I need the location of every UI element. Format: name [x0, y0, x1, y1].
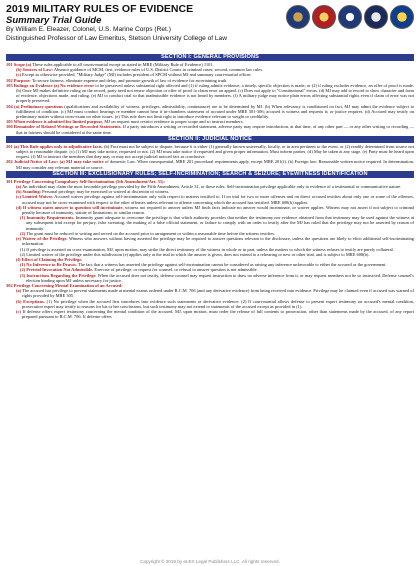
navy-seal-icon	[338, 5, 362, 29]
rule-text: Absence guidance of MCM, first, evidence rules of U.S. District Courts in criminal cases; second, common law rules.	[53, 67, 264, 73]
rule-heading: Purpose:	[13, 77, 31, 83]
rule-text: These rules applicable to all courts-martial except as stated in MRE (Military Rule of Evidence) 1101.	[32, 62, 214, 67]
rule-heading: (c) Limited Waiver.	[16, 194, 54, 200]
rule-number: 106	[6, 124, 13, 130]
rule-text: Exercise of privilege, or request for counsel, or refusal to answer question is not admissible.	[94, 267, 258, 273]
rule-text: If defense offers expert testimony concerning the mental condition of the accused, MJ, upon motion, must order the release of full contents to prosecution, other than statements made by the accused, of any report prepared pursuant to R.C.M. 706. If defense offers	[22, 308, 414, 320]
rule-number: 101	[6, 62, 13, 67]
rule-text: The fact that a witness has asserted the privilege against self-incrimination cannot be considered as raising any inference unfavorable to either the accused or the government.	[77, 262, 387, 268]
rule-text: Accused waives privilege against self-incrimination only with respect to matters testified to. If on trial for two or more offenses and on direct accused testifies about only one or some of the offenses, accused may not be cross-examined with respect to the other offenses unless relevant to offense concerning which the accused has testified. MRE 608(b) applies.	[22, 194, 414, 205]
rule-heading: (b) Sources of Law:	[16, 67, 54, 73]
rule-number: 302	[6, 282, 13, 288]
rule-heading: (3) Instructions Regarding the Privilege.	[20, 272, 97, 278]
rule-text: witness not required to answer unless MJ finds facts indicate no answer would incriminate, or waiver applies. Witness may not assert if not subject to criminal penalty because of immunity, statute of limitations, or similar reason.	[22, 204, 415, 216]
rule-paragraph	[6, 83, 414, 104]
rule-heading: (b) Standing:	[16, 189, 42, 195]
rule-text: Witness who answers without having asserted the privilege may be required to answer questions relevant to the disclosure, unless the questions are likely to elicit additional self-incriminating information.	[22, 236, 414, 247]
rule-text: (b) Fact must not be subject to dispute, because it is either (1) generally known universally, locally, or in area pertinent to the event, or (2) readily determined from source not subject to reasonable dispute. (c) (1) MJ may take notice, requested or not. (2) MJ must take notice if requested and given proper information. Must inform parties. (d) May be taken at any stage. (e) Party must be heard upon request. (f) MJ to instruct the members that they may or may not accept judicial noticed fact as conclusive.	[16, 143, 414, 160]
rule-text: of domestic Law. When consequential, MRE 201 procedural requirements apply, except MRE 201(f). (b) Foreign law: Reasonable written notice required. In determination, MJ may consider any relevant material or source.	[16, 159, 415, 170]
rule-text: To secure fairness, eliminate expense and delay, and promote growth of law of evidence for ascertaining truth.	[31, 77, 228, 83]
rule-paragraph	[6, 124, 414, 134]
rule-heading: (c)	[16, 72, 21, 78]
rule-paragraph	[6, 299, 414, 309]
author-position: Distinguished Professor of Law Emeritus, Stetson University College of Law	[6, 34, 227, 42]
section-header: SECTION II: JUDICIAL NOTICE	[6, 136, 414, 143]
rule-heading: Privilege Concerning Mental Examination of an Accused:	[13, 282, 123, 288]
rule-heading: Judicial Notice of Law: (a) MJ may take notice	[13, 159, 104, 165]
coast-guard-seal-icon	[390, 5, 414, 29]
rule-number: 202	[6, 159, 13, 165]
author-line: By William E. Eleazer, Colonel, U.S. Marine Corps (Ret.)	[6, 26, 171, 33]
rule-text: (qualifications and availability of witness, privileges, admissibility, continuance) are to be determined by MJ. (b) When relevancy is conditioned on fact, MJ may admit the evidence subject to fulfillment of condition. (c) MJ must conduct hearings re member cannot hear if in-chambers statement of accused under MRE 301-306; accused is witness and requests it; or justice requires. (d) Accused may testify on preliminary matter without cross-exam on other issues. (e) This rule does not limit right to introduce evidence relevant to weight or credibility.	[16, 103, 415, 120]
rule-heading: (2) Pretrial Invocation Not Admissible.	[20, 267, 94, 273]
rule-paragraph	[6, 104, 414, 120]
rule-text: Personal privilege; may be exercised or waived at discretion of witness.	[42, 189, 170, 195]
rule-paragraph	[6, 215, 414, 231]
rule-heading: (c)	[16, 308, 21, 314]
rule-heading: (d) If witness states answer to question will incriminate,	[16, 204, 124, 210]
rule-text: MJ on request must restrict evidence to proper scope and so instruct members.	[104, 119, 244, 125]
rule-number: 105	[6, 119, 13, 125]
rule-heading: (f) Effect of Claiming the Privilege.	[16, 256, 83, 262]
rule-paragraph	[6, 309, 414, 319]
rule-paragraph	[6, 288, 414, 298]
rule-heading: (1) No Inference to Be Drawn.	[20, 262, 77, 268]
air-force-seal-icon	[364, 5, 388, 29]
rule-heading: Scope (a)	[13, 62, 32, 67]
rule-heading: Privilege Concerning Compulsory Self-Incrimination (5th Amendment/Art. 31):	[13, 178, 165, 184]
rule-text: The grant must be reduced to writing and served on the accused prior to arraignment or within a reasonable time before the witness testifies.	[26, 230, 276, 236]
section-header: SECTION I: GENERAL PROVISIONS	[6, 54, 414, 61]
rule-heading: (a) This Rule applies only to adjudicative facts.	[13, 143, 103, 149]
rule-paragraph	[6, 205, 414, 215]
rule-paragraph	[6, 159, 414, 169]
page-subtitle: Summary Trial Guide	[6, 15, 102, 26]
page-title: 2019 MILITARY RULES OF EVIDENCE	[6, 3, 194, 15]
rule-text: (1) If privilege is asserted on cross-examination, MJ, upon motion, may strike the direct testimony of the witness in whole or in part, unless the matters to which the witness refuses to testify are purely collateral.	[20, 246, 394, 252]
rule-heading: (1) Immunity Requirements.	[20, 215, 75, 221]
rule-paragraph	[6, 144, 414, 160]
rule-text: The accused has privilege to prevent statements made at mental exams ordered under R.C.M. 706 (and any derivative evidence) from being received into evidence. Privilege may be claimed even if accused was warned of rights provided by MRE 305.	[22, 288, 414, 299]
rule-heading: (a)	[16, 184, 22, 190]
rule-number: 104	[6, 103, 13, 109]
rule-text: (2) Limited waiver of the privilege under this subdivision (e) applies only at the trial in which the answer is given, does not extend to a rehearing or new or other trial, and is subject to MRE 608(b).	[20, 251, 370, 257]
section-header: SECTION III: EXCLUSIONARY RULES; SELF-INCRIMINATION; SEARCH & SEIZURE; EYEWITNESS IDENTIFICATION	[6, 171, 414, 178]
rule-text: When the accused does not testify, defense counsel may request instruction to draw no adverse inference from it, or may request members not be so instructed. Defense counsel's election binding upon MJ unless necessary for justice.	[26, 272, 415, 283]
rule-paragraph	[6, 194, 414, 204]
rule-number: 301	[6, 178, 13, 184]
rule-paragraph	[6, 273, 414, 283]
header	[6, 3, 414, 53]
rule-heading: (2)	[20, 230, 26, 236]
copyright-footer: Copyright © 2019 by eLEX Legal Publishers LLC. All rights reserved.	[140, 559, 280, 564]
rule-text: (1) No privilege when the accused first introduces into evidence such statements or derivative evidence. (2) If court-martial allows defense to present expert testimony on accused's mental condition, prosecution expert may testify to reasons for his or her conclusions, but such testimony may not extend to statements of the accused except as provided in (1).	[22, 298, 414, 309]
rule-text: If a party introduces a writing or recorded statement, adverse party may require introduction, at that time, of any other part — or any other writing or recording — that in fairness should be considered at the same time.	[16, 124, 415, 135]
rule-text: Except as otherwise provided, "Military Judge" (MJ) includes president of SPCM without MJ and summary court-martial officer.	[22, 72, 252, 78]
rule-number: 201	[6, 143, 13, 149]
rule-heading: (b) Exceptions.	[16, 298, 45, 304]
rule-number: 103	[6, 82, 13, 88]
marine-corps-seal-icon	[312, 5, 336, 29]
army-seal-icon	[286, 5, 310, 29]
document-body	[6, 54, 414, 319]
rule-heading: (e) Waiver of the Privilege.	[16, 236, 68, 242]
rule-heading: (a) Preliminary questions	[14, 103, 63, 109]
rule-heading: Remainder of Related Writings or Recorded Statements.	[13, 124, 122, 130]
rule-paragraph	[6, 236, 414, 246]
rule-heading: Rulings on Evidence (a) No evidence error	[13, 82, 95, 88]
rule-number: 102	[6, 77, 13, 83]
service-seals	[286, 5, 414, 29]
rule-text: An individual may claim the most favorable privilege provided by the Fifth Amendment, Article 31, or these rules. Self-incrimination privilege applicable only to evidence of a testimonial or communicative nature.	[22, 184, 402, 190]
rule-text: Immunity grant adequate to overcome the privilege is that which authority provides that neither the testimony nor evidence obtained from that testimony may be used against the witness at any subsequent trial except for perjury, false swearing, the making of a false official statement, or failure to comply with an order to testify after the MJ has ruled that the privilege may not be asserted by reason of immunity.	[26, 215, 415, 231]
rule-text: to be preserved unless substantial right affected and (1) if ruling admits evidence, a timely, specific objection is made; or (2) if ruling excludes evidence, an offer of proof is made. (b) Once MJ makes definitive ruling on the record, party need not renew objection or offer of proof to claim error on appeal. (c) Does not apply to "Constitutional" errors. (d) MJ may add to record to show character and form of evidence, objections made, and ruling. (e) MJ to conduct trial so that inadmissible evidence is not heard by members. (f) A military judge may notice plain errors affecting substantial rights even if claim of error was not properly preserved.	[16, 82, 415, 104]
rule-heading: (a)	[16, 288, 22, 294]
rule-heading: When evidence is admitted for limited purpose,	[13, 119, 104, 125]
